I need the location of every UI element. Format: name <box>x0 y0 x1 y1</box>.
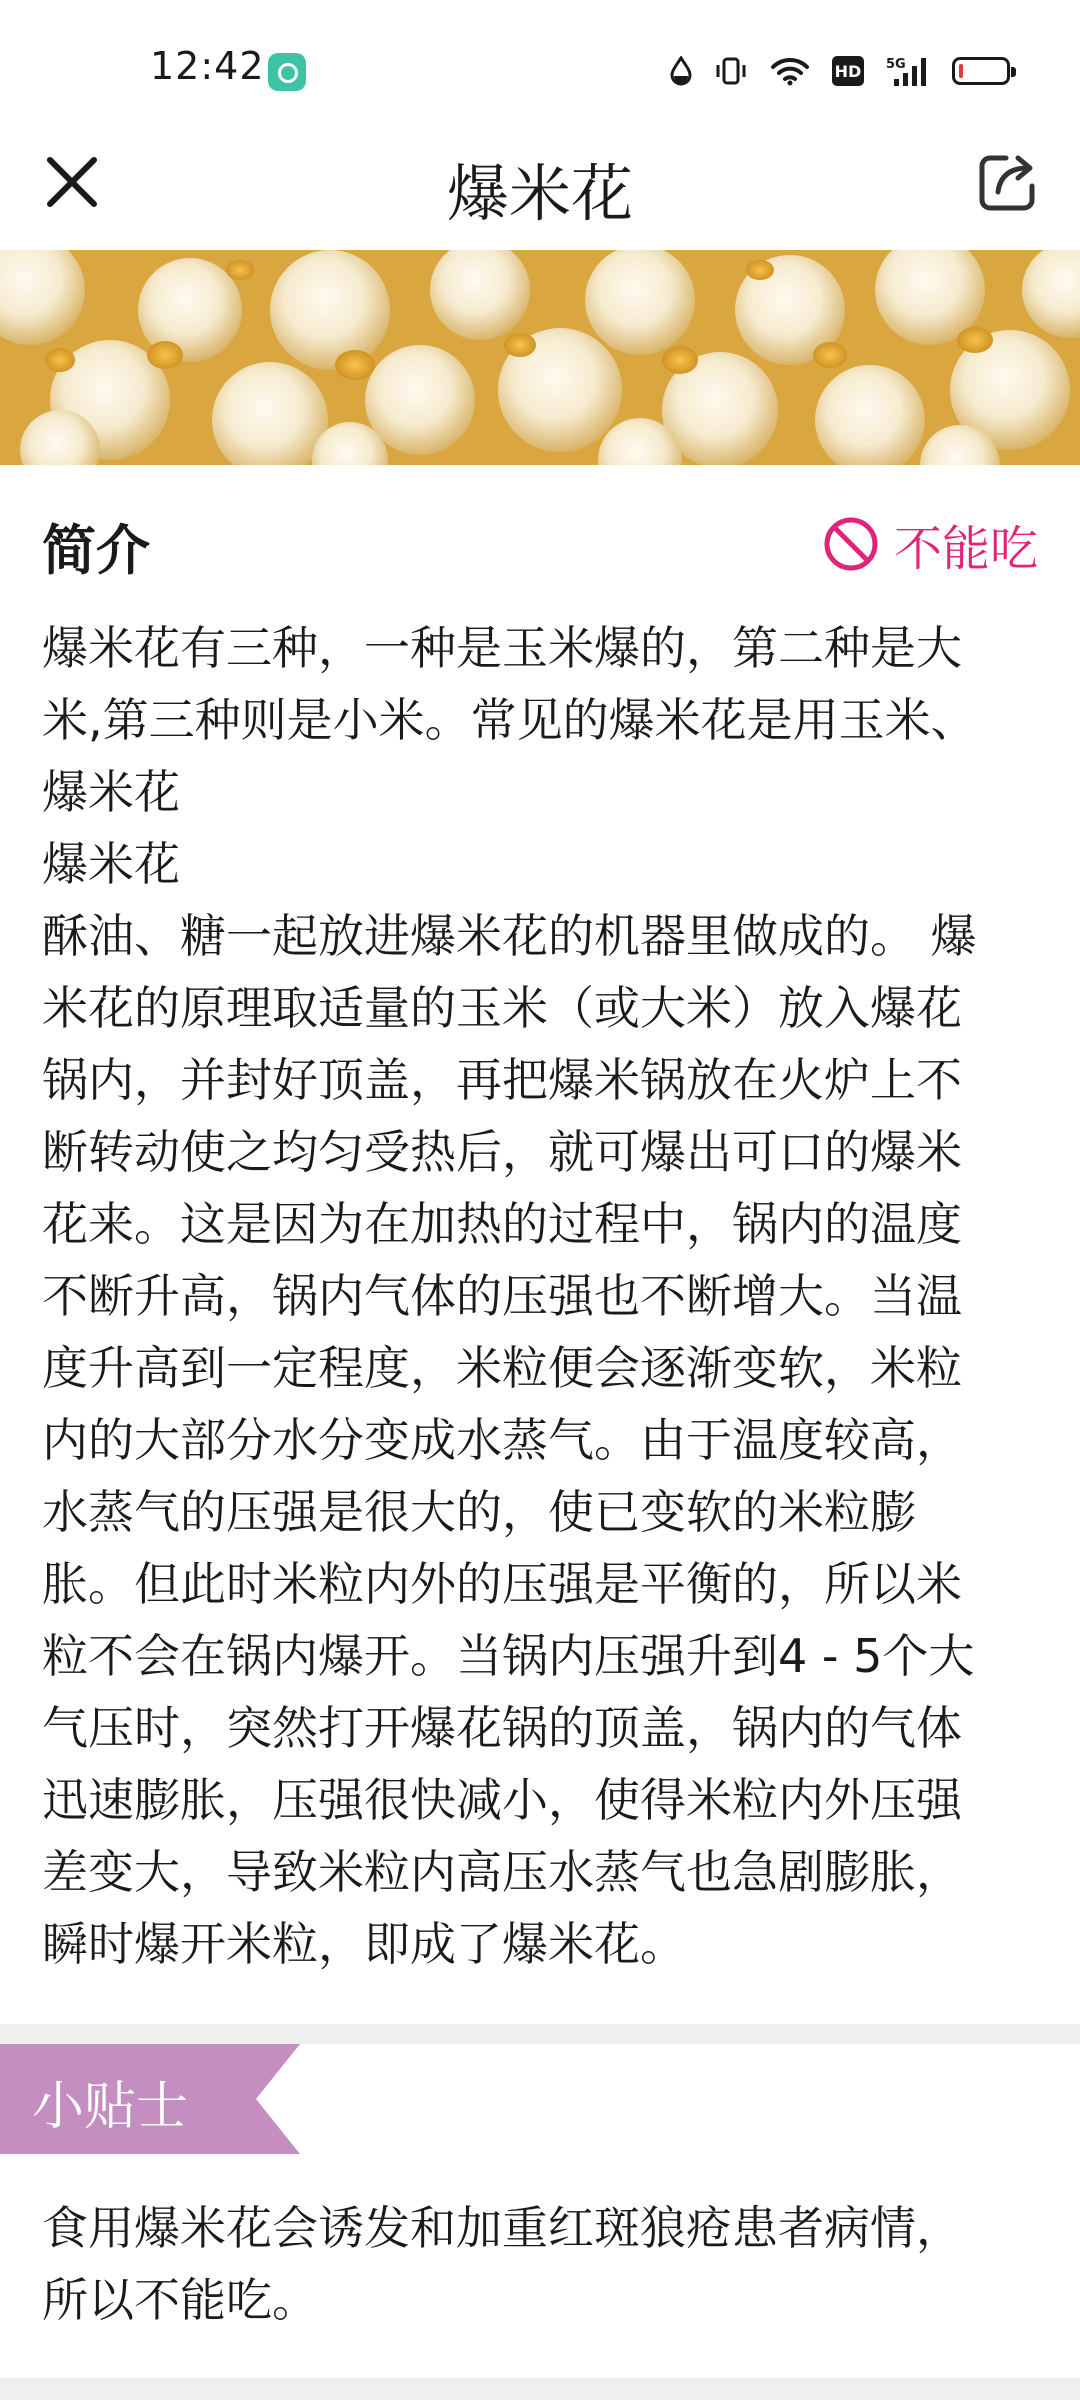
network-label: 5G <box>886 57 906 72</box>
intro-line: 迅速膨胀，压强很快减小，使得米粒内外压强 <box>42 1773 962 1827</box>
intro-heading: 简介 <box>42 519 150 582</box>
header <box>0 130 1080 250</box>
share-icon <box>976 150 1040 214</box>
intro-line: 锅内，并封好顶盖，再把爆米锅放在火炉上不 <box>42 1053 962 1107</box>
hero-image <box>0 250 1080 465</box>
intro-line: 爆米花 <box>42 765 180 819</box>
section-divider <box>0 2024 1080 2044</box>
intro-line: 度升高到一定程度，米粒便会逐渐变软，米粒 <box>42 1341 962 1395</box>
wifi-icon <box>770 56 810 86</box>
intro-line: 米花的原理取适量的玉米（或大米）放入爆花 <box>42 981 962 1035</box>
tips-heading: 小贴士 <box>32 2077 189 2137</box>
intro-body <box>42 612 1042 1980</box>
prohibited-icon <box>822 515 880 573</box>
app-notification-icon <box>268 53 306 91</box>
status-bar <box>0 0 1080 130</box>
bottom-divider <box>0 2378 1080 2400</box>
vibrate-icon <box>714 56 748 86</box>
tips-line: 食用爆米花会诱发和加重红斑狼疮患者病情， <box>42 2201 962 2255</box>
cannot-eat-badge <box>822 512 1038 576</box>
intro-line: 粒不会在锅内爆开。当锅内压强升到4 - 5个大 <box>42 1629 975 1683</box>
status-icons <box>670 50 1010 92</box>
battery-level <box>959 64 963 78</box>
intro-line: 瞬时爆开米粒，即成了爆米花。 <box>42 1917 686 1971</box>
status-time: 12:42 <box>150 44 265 88</box>
water-drop-icon <box>670 56 692 86</box>
intro-line: 胀。但此时米粒内外的压强是平衡的，所以米 <box>42 1557 962 1611</box>
intro-line: 酥油、糖一起放进爆米花的机器里做成的。 爆 <box>42 909 977 963</box>
intro-line: 花来。这是因为在加热的过程中，锅内的温度 <box>42 1197 962 1251</box>
page-title: 爆米花 <box>446 157 633 230</box>
cannot-eat-label: 不能吃 <box>893 520 1038 577</box>
intro-line: 爆米花 <box>42 837 180 891</box>
intro-line: 内的大部分水分变成水蒸气。由于温度较高， <box>42 1413 962 1467</box>
tips-body <box>42 2192 1042 2336</box>
intro-line: 断转动使之均匀受热后，就可爆出可口的爆米 <box>42 1125 962 1179</box>
popcorn-photo <box>0 250 1080 465</box>
intro-line: 爆米花有三种，一种是玉米爆的，第二种是大 <box>42 621 962 675</box>
tips-line: 所以不能吃。 <box>42 2273 318 2327</box>
share-button[interactable] <box>976 150 1040 214</box>
intro-line: 米,第三种则是小米。常见的爆米花是用玉米、 <box>42 693 977 747</box>
intro-line: 水蒸气的压强是很大的，使已变软的米粒膨 <box>42 1485 916 1539</box>
intro-line: 不断升高，锅内气体的压强也不断增大。当温 <box>42 1269 962 1323</box>
intro-line: 差变大，导致米粒内高压水蒸气也急剧膨胀， <box>42 1845 962 1899</box>
intro-line: 气压时，突然打开爆花锅的顶盖，锅内的气体 <box>42 1701 962 1755</box>
signal-5g-icon <box>886 55 930 87</box>
battery-icon <box>952 57 1010 85</box>
hd-badge: HD <box>832 56 864 86</box>
